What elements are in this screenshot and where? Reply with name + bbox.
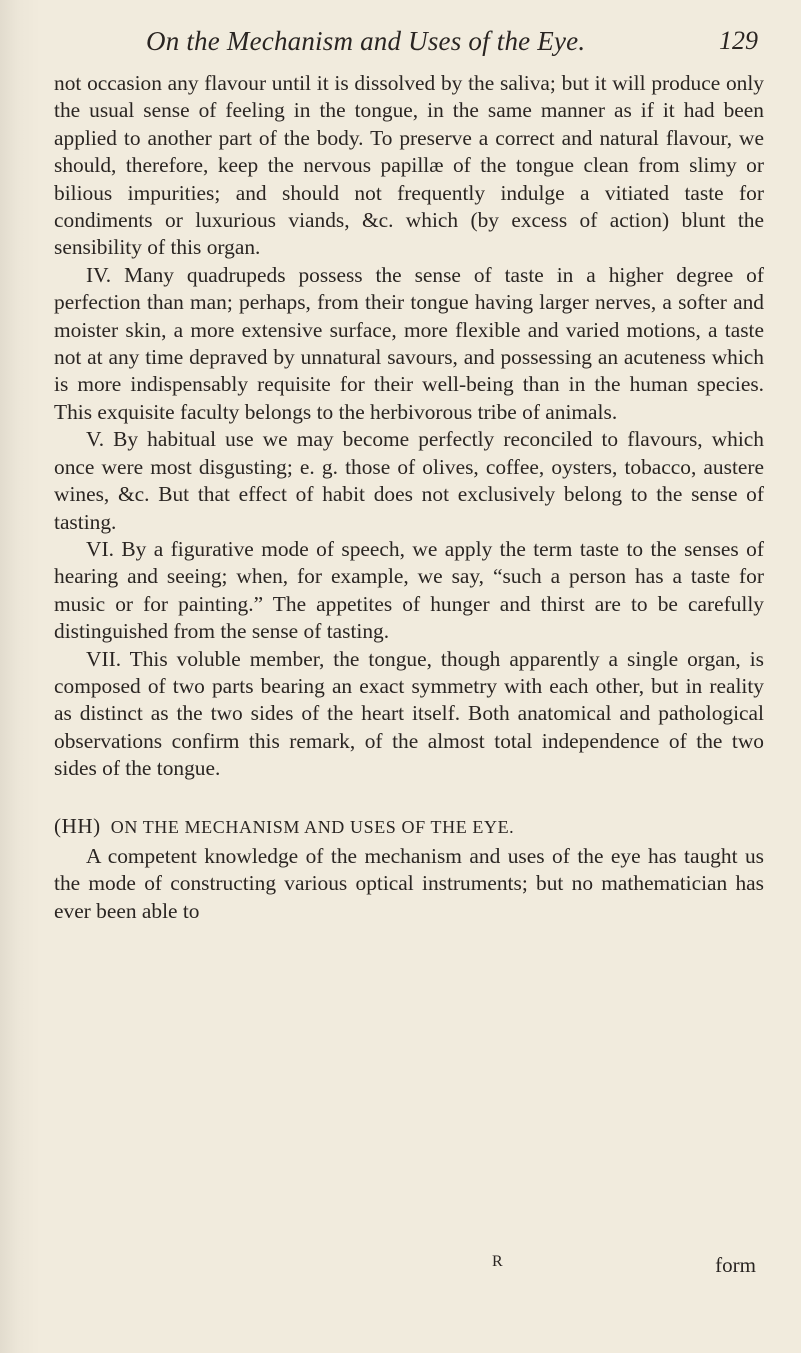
section-title: ON THE MECHANISM AND USES OF THE EYE. xyxy=(110,816,515,837)
page-footer xyxy=(54,1253,764,1283)
signature-mark: R xyxy=(492,1253,504,1270)
paragraph-continuation: not occasion any flavour until it is dissolved by the saliva; but it will produce only the usual sense of feeling in the tongue, in the same manner as if it had been applied to another part of the body. To preserve a correct and natural flavour, we should, therefore, keep the nervous papillæ of the tongue clean from slimy or bilious impurities; and should not frequently indulge a vitiated taste for condiments or luxurious viands, &c. which (by excess of action) blunt the sensibility of this organ. xyxy=(54,71,764,260)
paragraph-vi: VI. By a figurative mode of speech, we apply the term taste to the senses of hearing and seeing; when, for example, we say, “such a person has a taste for music or for painting.” The appetites of hunger and thirst are to be carefully distinguished from the sense of tasting. xyxy=(54,536,764,644)
running-head: On the Mechanism and Uses of the Eye. xyxy=(146,26,586,56)
paragraph-v: V. By habitual use we may become perfectly reconciled to flavours, which once were most disgusting; e. g. those of olives, coffee, oysters, tobacco, austere wines, &c. But that effect of habit does not exclusively belong to the sense of tasting. xyxy=(54,427,764,534)
section-heading xyxy=(54,813,764,841)
catchword: form xyxy=(715,1253,756,1277)
paragraph-eye-intro: A competent knowledge of the mechanism and uses of the eye has taught us the mode of constructing various optical instruments; but no mathematician has ever been able to xyxy=(54,843,764,923)
paragraph-iv: IV. Many quadrupeds possess the sense of taste in a higher degree of perfection than man; perhaps, from their tongue having larger nerves, a softer and moister skin, a more extensive surface, more flexible and varied motions, a taste not at any time depraved by unnatural savours, and possessing an acuteness which is more indispensably requisite for their well-being than in the human species. This exquisite faculty belongs to the herbivorous tribe of animals. xyxy=(54,262,764,424)
paragraph-vii: VII. This voluble member, the tongue, though apparently a single organ, is composed of two parts bearing an exact symmetry with each other, but in reality as distinct as the two sides of the heart itself. Both anatomical and pathological observations confirm this remark, of the almost total independence of the two sides of the tongue. xyxy=(54,646,764,781)
page-header xyxy=(58,26,758,62)
body-text xyxy=(54,70,764,925)
page-number: 129 xyxy=(719,26,758,55)
section-marker: (HH) xyxy=(54,813,101,838)
